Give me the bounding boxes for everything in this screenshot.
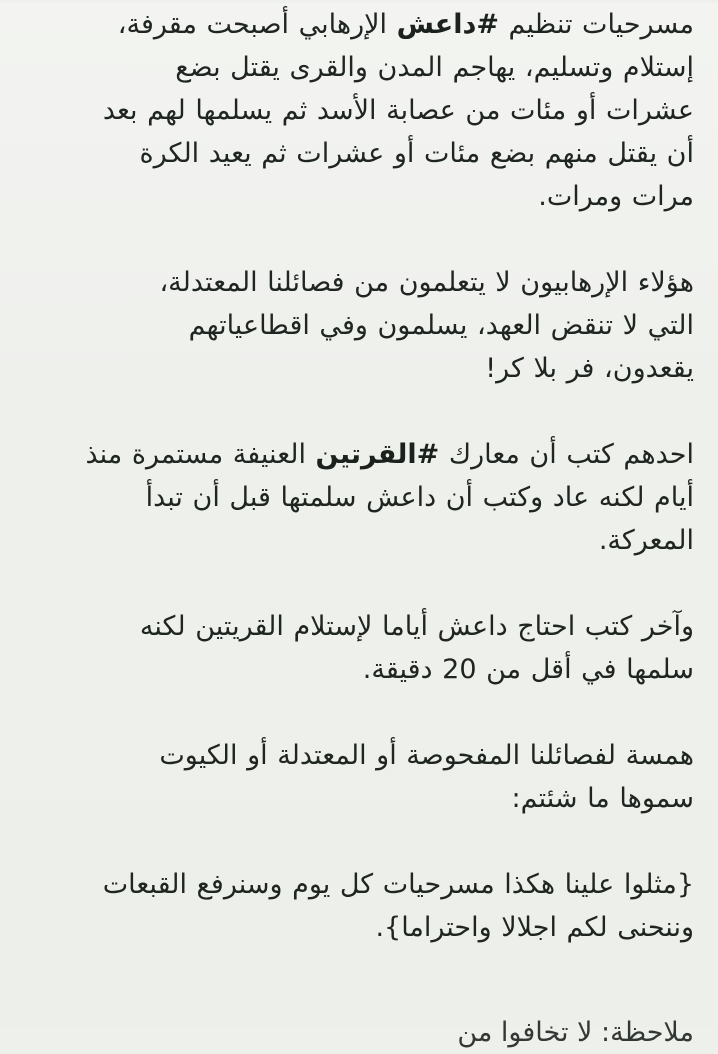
- paragraph-2: [14, 261, 694, 390]
- text-line: أن يقتل منهم بضع مئات أو عشرات ثم يعيد الكرة: [139, 138, 694, 169]
- paragraph-5: [14, 734, 694, 820]
- tweet-text-screenshot: [0, 3, 718, 1048]
- text-line: وآخر كتب احتاج داعش أياما لإستلام القريتين لكنه: [139, 611, 694, 642]
- text-line: سموها ما شئتم:: [511, 783, 694, 814]
- text-line: مرات ومرات.: [538, 181, 694, 212]
- truncated-text-line: ملاحظة: لا تخافوا من: [457, 1017, 694, 1048]
- text-line: [14, 433, 694, 476]
- text-line: التي لا تنقض العهد، يسلمون وفي اقطاعياتهم: [188, 310, 694, 341]
- text-line: وننحنى لكم اجلالا واحتراما}.: [375, 912, 694, 943]
- text-line: أيام لكنه عاد وكتب أن داعش سلمتها قبل أن تبدأ: [145, 482, 694, 513]
- paragraph-1: [14, 3, 694, 218]
- text-line: المعركة.: [598, 525, 694, 556]
- paragraph-6: [14, 863, 694, 949]
- text-line: {مثلوا علينا هكذا مسرحيات كل يوم وسنرفع القبعات: [102, 869, 694, 900]
- text-line: عشرات أو مئات من عصابة الأسد ثم يسلمها لهم بعد: [102, 95, 694, 126]
- text-segment: العنيفة مستمرة منذ: [85, 439, 316, 470]
- text-line: همسة لفصائلنا المفحوصة أو المعتدلة أو الكيوت: [159, 740, 694, 771]
- paragraph-3: [14, 433, 694, 562]
- text-line: إستلام وتسليم، يهاجم المدن والقرى يقتل بضع: [175, 52, 694, 83]
- hashtag-link[interactable]: #القرتين: [315, 439, 440, 470]
- text-line: سلمها في أقل من 20 دقيقة.: [362, 654, 694, 685]
- text-segment: الإرهابي أصبحت مقرفة،: [117, 9, 397, 40]
- text-line: [14, 3, 694, 46]
- paragraph-4: [14, 605, 694, 691]
- text-segment: احدهم كتب أن معارك: [439, 439, 694, 470]
- post-body: [0, 3, 718, 949]
- hashtag-link[interactable]: #داعش: [396, 9, 499, 40]
- text-line: هؤلاء الإرهابيون لا يتعلمون من فصائلنا المعتدلة،: [159, 267, 694, 298]
- text-line: يقعدون، فر بلا كر!: [485, 353, 694, 384]
- text-segment: مسرحيات تنظيم: [498, 9, 694, 40]
